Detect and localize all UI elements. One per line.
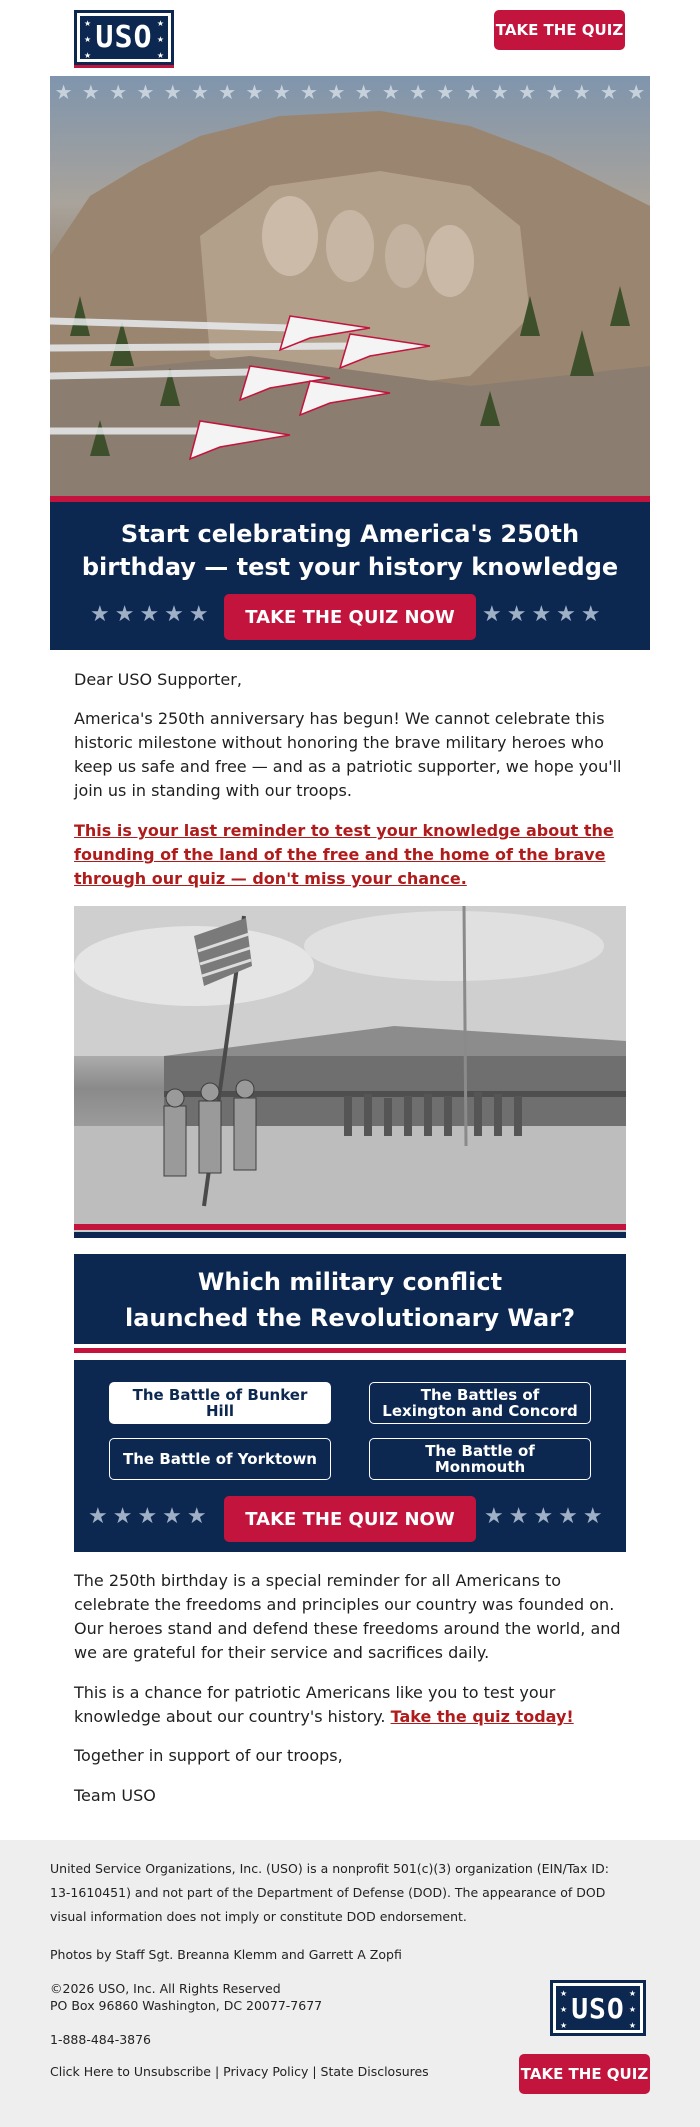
stars-left-icon: ★★★★★ <box>90 602 214 627</box>
answer-lexington-concord[interactable]: The Battles of Lexington and Concord <box>369 1382 591 1424</box>
footer-take-quiz-button[interactable]: TAKE THE QUIZ <box>519 2054 650 2094</box>
star-icon: ★ <box>463 80 482 104</box>
privacy-policy-link[interactable]: Privacy Policy <box>223 2064 309 2079</box>
parade-illustration <box>74 906 626 1224</box>
closing: Together in support of our troops, <box>74 1746 343 1765</box>
chance-text: This is a chance for patriotic Americans like you to test your knowledge about our country's history. <box>74 1683 556 1726</box>
logo-star-icon: ★ <box>156 51 164 60</box>
logo-star-icon: ★ <box>560 2021 568 2030</box>
stars-right-icon: ★★★★★ <box>482 602 606 627</box>
email-header <box>0 0 700 76</box>
answer-yorktown[interactable]: The Battle of Yorktown <box>109 1438 331 1480</box>
footer-logo-text: USO <box>571 1991 625 2025</box>
star-icon: ★ <box>109 80 128 104</box>
star-icon: ★ <box>518 80 537 104</box>
header-take-quiz-button[interactable]: TAKE THE QUIZ <box>494 10 625 50</box>
logo-star-icon: ★ <box>628 1989 636 1998</box>
logo-star-icon: ★ <box>156 35 164 44</box>
logo-star-icon: ★ <box>560 2005 568 2014</box>
footer-disclaimer: United Service Organizations, Inc. (USO) is a nonprofit 501(c)(3) organization (EIN/Tax ID: 13-1610451) and not part of the Department of Defense (DOD). The appearance of DOD visual information does not imply or constitute DOD endorsement. <box>50 1861 609 1924</box>
hero-image-mount-rushmore[interactable] <box>50 76 650 502</box>
link-separator: | <box>312 2064 317 2079</box>
logo-star-icon: ★ <box>628 2021 636 2030</box>
footer-links <box>50 2060 429 2084</box>
star-icon: ★ <box>272 80 291 104</box>
footer-logo-badge <box>556 1986 640 2030</box>
star-icon: ★ <box>627 80 646 104</box>
footer-uso-logo[interactable] <box>550 1980 646 2036</box>
star-icon: ★ <box>136 80 155 104</box>
star-icon: ★ <box>354 80 373 104</box>
take-quiz-today-link[interactable]: Take the quiz today! <box>390 1707 574 1726</box>
stars-left-icon: ★★★★★ <box>88 1504 212 1529</box>
hero-illustration <box>50 76 650 502</box>
stars-right-icon: ★★★★★ <box>484 1504 608 1529</box>
quiz-take-quiz-button[interactable]: TAKE THE QUIZ NOW <box>224 1496 476 1542</box>
quiz-cta-row <box>74 1496 626 1542</box>
uso-logo[interactable] <box>74 10 174 65</box>
star-icon: ★ <box>81 80 100 104</box>
star-icon: ★ <box>599 80 618 104</box>
logo-red-bar <box>74 65 174 68</box>
answer-monmouth[interactable]: The Battle of Monmouth <box>369 1438 591 1480</box>
quiz-answers-panel <box>74 1360 626 1552</box>
star-icon: ★ <box>163 80 182 104</box>
logo-badge <box>80 16 168 59</box>
birthday-paragraph: The 250th birthday is a special reminder for all Americans to celebrate the freedoms and principles our country was founded on. Our heroes stand and defend these freedoms around the world, and we are grateful for their service and sacrifices daily. <box>74 1571 621 1662</box>
star-icon: ★ <box>54 80 73 104</box>
hero-banner <box>50 502 650 650</box>
star-icon: ★ <box>190 80 209 104</box>
intro-paragraph: America's 250th anniversary has begun! We cannot celebrate this historic milestone without honoring the brave military heroes who keep us safe and free — and as a patriotic supporter, we hope you'll join us in standing with our troops. <box>74 709 622 800</box>
logo-star-icon: ★ <box>560 1989 568 1998</box>
question-line-2: launched the Revolutionary War? <box>125 1304 575 1332</box>
star-icon: ★ <box>545 80 564 104</box>
chance-paragraph <box>74 1681 626 1729</box>
logo-star-icon: ★ <box>84 19 92 28</box>
state-disclosures-link[interactable]: State Disclosures <box>320 2064 429 2079</box>
logo-star-icon: ★ <box>84 51 92 60</box>
photo-navy-stripe <box>74 1232 626 1238</box>
phone-number[interactable]: 1-888-484-3876 <box>50 2032 152 2047</box>
logo-star-icon: ★ <box>156 19 164 28</box>
question-line-1: Which military conflict <box>197 1268 503 1296</box>
logo-text: USO <box>95 20 153 55</box>
greeting: Dear USO Supporter, <box>74 670 242 689</box>
star-icon: ★ <box>218 80 237 104</box>
hero-take-quiz-button[interactable]: TAKE THE QUIZ NOW <box>224 594 476 640</box>
question-stripes <box>74 1346 626 1360</box>
star-icon: ★ <box>409 80 428 104</box>
star-icon: ★ <box>490 80 509 104</box>
historic-parade-photo[interactable] <box>74 906 626 1238</box>
logo-star-icon: ★ <box>84 35 92 44</box>
hero-title: Start celebrating America's 250th birthday — test your history knowledge <box>81 520 619 581</box>
answer-bunker-hill[interactable]: The Battle of Bunker Hill <box>109 1382 331 1424</box>
star-icon: ★ <box>381 80 400 104</box>
star-icon: ★ <box>572 80 591 104</box>
signature: Team USO <box>74 1786 156 1805</box>
copyright: ©2026 USO, Inc. All Rights Reserved <box>50 1981 281 1996</box>
star-icon: ★ <box>327 80 346 104</box>
hero-cta-row <box>50 594 650 640</box>
link-separator: | <box>214 2064 220 2079</box>
star-icon: ★ <box>300 80 318 104</box>
star-icon: ★ <box>245 80 264 104</box>
reminder-link[interactable]: This is your last reminder to test your knowledge about the founding of the land of the free and the home of the brave through our quiz — don't miss your chance. <box>74 821 614 888</box>
unsubscribe-link[interactable]: Click Here to Unsubscribe <box>50 2064 211 2079</box>
mailing-address: PO Box 96860 Washington, DC 20077-7677 <box>50 1998 323 2013</box>
logo-star-icon: ★ <box>628 2005 636 2014</box>
photo-credit: Photos by Staff Sgt. Breanna Klemm and Garrett A Zopfi <box>50 1947 402 1962</box>
quiz-question <box>74 1254 626 1344</box>
photo-red-stripe <box>74 1224 626 1230</box>
star-icon: ★ <box>436 80 455 104</box>
